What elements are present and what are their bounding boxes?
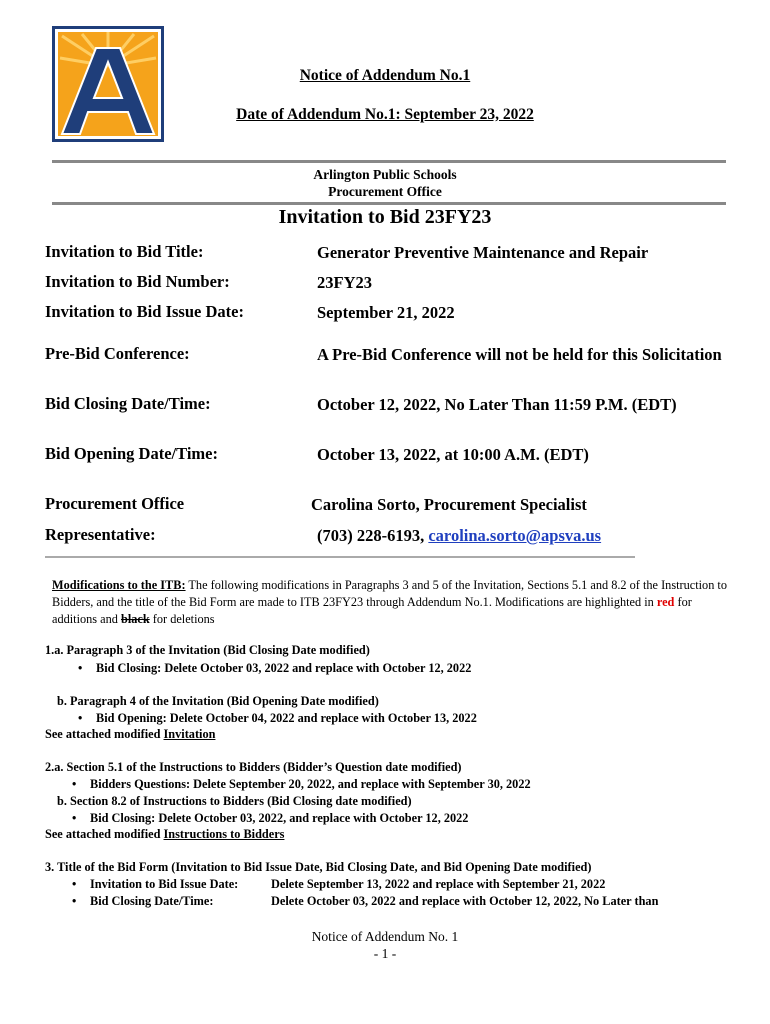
field-label: Invitation to Bid Issue Date: (45, 302, 244, 321)
modifications-heading: Modifications to the ITB: (52, 578, 186, 592)
organization-name: Arlington Public Schools (313, 167, 457, 182)
field-value: October 12, 2022, No Later Than 11:59 P.M. (EDT) (317, 395, 677, 414)
divider (52, 160, 726, 163)
bullet-value: Delete September 13, 2022 and replace with September 21, 2022 (271, 877, 606, 891)
item-2a-bullet: • Bidders Questions: Delete September 20, 2022, and replace with September 30, 2022 (90, 777, 531, 792)
field-value (317, 525, 737, 546)
school-logo (52, 26, 164, 142)
field-label: Invitation to Bid Title: (45, 242, 204, 261)
field-value: 23FY23 (317, 273, 372, 292)
field-value: Generator Preventive Maintenance and Repair (317, 243, 649, 262)
item-3-bullet-1 (90, 877, 606, 892)
office-name: Procurement Office (328, 184, 442, 199)
footer-text: Notice of Addendum No. 1 (311, 929, 459, 944)
itb-title: Invitation to Bid 23FY23 (278, 206, 492, 228)
black-word: black (121, 612, 150, 626)
email-link[interactable]: carolina.sorto@apsva.us (428, 526, 602, 545)
divider (52, 202, 726, 205)
item-1b-bullet: • Bid Opening: Delete October 04, 2022 and replace with October 13, 2022 (96, 711, 477, 726)
divider (45, 556, 635, 558)
addendum-date: Date of Addendum No.1: September 23, 2022 (236, 106, 534, 123)
field-value: A Pre-Bid Conference will not be held for this Solicitation (317, 345, 722, 364)
item-1a-bullet: • Bid Closing: Delete October 03, 2022 and replace with October 12, 2022 (96, 661, 471, 676)
item-1-see-attached (45, 727, 215, 742)
field-label: Invitation to Bid Number: (45, 272, 230, 291)
item-3-bullet-2 (90, 894, 659, 909)
item-2b-title: b. Section 8.2 of Instructions to Bidders (Bid Closing date modified) (57, 794, 412, 808)
invitation-link[interactable]: Invitation (163, 727, 216, 741)
instructions-link[interactable]: Instructions to Bidders (163, 827, 285, 841)
red-word: red (656, 595, 675, 609)
see-attached-text: See attached modified (45, 727, 164, 741)
field-label: Representative: (45, 525, 156, 544)
modifications-text: The following modifications in Paragraphs 3 and 5 of the Invitation, Sections 5.1 and 8.2 of the Instruction to Bidders, and the title of the Bid Form are made to ITB 23FY23 through Addendum No.1. Modifications are highlighted in (52, 578, 727, 609)
field-value: Carolina Sorto, Procurement Specialist (311, 495, 587, 514)
field-label: Bid Opening Date/Time: (45, 444, 218, 463)
item-1b-title: b. Paragraph 4 of the Invitation (Bid Opening Date modified) (57, 694, 379, 708)
modifications-end-text: for deletions (149, 612, 215, 626)
field-label: Bid Closing Date/Time: (45, 394, 211, 413)
phone-text: (703) 228-6193, (317, 526, 429, 545)
item-1a-title: 1.a. Paragraph 3 of the Invitation (Bid Closing Date modified) (45, 643, 370, 657)
page-number: - 1 - (373, 946, 397, 961)
bullet-value: Delete October 03, 2022 and replace with October 12, 2022, No Later than (271, 894, 659, 908)
item-2-see-attached (45, 827, 284, 842)
bullet-label: Invitation to Bid Issue Date: (90, 877, 239, 891)
bullet-label: Bid Closing Date/Time: (90, 894, 214, 908)
see-attached-text: See attached modified (45, 827, 164, 841)
item-2b-bullet: • Bid Closing: Delete October 03, 2022, and replace with October 12, 2022 (90, 811, 468, 826)
modifications-mid-text: for additions and (52, 595, 692, 626)
item-2a-title: 2.a. Section 5.1 of the Instructions to Bidders (Bidder’s Question date modified) (45, 760, 462, 774)
field-value: October 13, 2022, at 10:00 A.M. (EDT) (317, 445, 589, 464)
field-label: Pre-Bid Conference: (45, 344, 190, 363)
notice-title: Notice of Addendum No.1 (299, 67, 471, 84)
modifications-paragraph (52, 577, 732, 628)
field-label: Procurement Office (45, 494, 185, 513)
item-3-title: 3. Title of the Bid Form (Invitation to Bid Issue Date, Bid Closing Date, and Bid Opening Date modified) (45, 860, 592, 874)
field-value: September 21, 2022 (317, 303, 455, 322)
